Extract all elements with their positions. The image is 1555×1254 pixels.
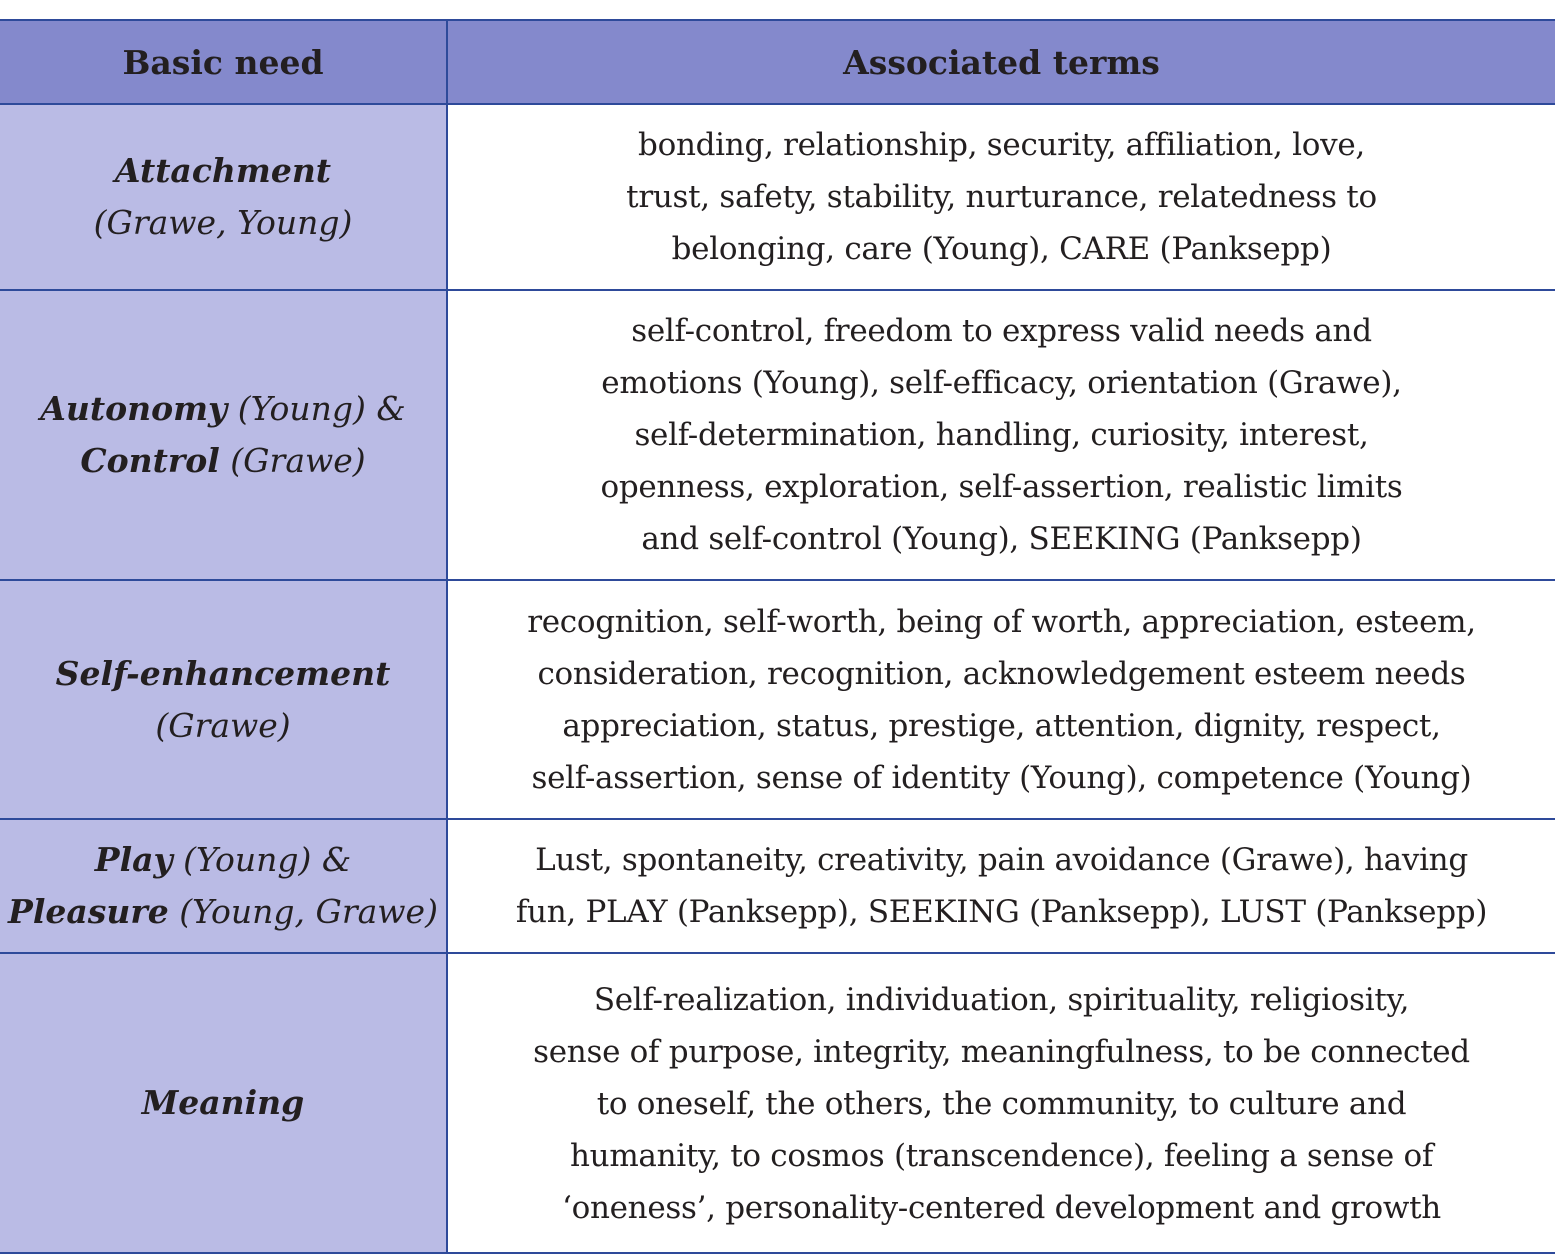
- need-source: (Young) &: [227, 389, 406, 428]
- terms-line: trust, safety, stability, nurturance, relatedness to: [626, 179, 1377, 215]
- associated-terms-cell: [447, 290, 1555, 580]
- table-row: [0, 819, 1555, 953]
- table-header-row: [0, 20, 1555, 104]
- need-source: (Grawe): [155, 705, 291, 745]
- basic-needs-table-container: [0, 19, 1555, 1254]
- table-row: [0, 953, 1555, 1253]
- basic-need-cell: [0, 953, 447, 1253]
- terms-line: Self-realization, individuation, spirituality, religiosity,: [593, 982, 1410, 1018]
- terms-line: bonding, relationship, security, affiliation, love,: [638, 127, 1365, 163]
- terms-line: ‘oneness’, personality-centered development and growth: [562, 1190, 1441, 1226]
- basic-need-cell: [0, 819, 447, 953]
- need-source: (Grawe, Young): [93, 203, 353, 242]
- basic-need-cell: [0, 580, 447, 819]
- need-name: Autonomy: [40, 389, 228, 428]
- basic-need-cell: [0, 104, 447, 290]
- terms-line: sense of purpose, integrity, meaningfulness, to be connected: [533, 1034, 1470, 1070]
- terms-line: openness, exploration, self-assertion, realistic limits: [600, 469, 1403, 505]
- basic-need-cell: [0, 290, 447, 580]
- need-name: Meaning: [141, 1083, 305, 1122]
- need-name: Attachment: [114, 151, 332, 190]
- need-source: (Grawe): [219, 441, 366, 480]
- associated-terms-cell: [447, 580, 1555, 819]
- need-name: Control: [80, 441, 220, 480]
- associated-terms-cell: [447, 953, 1555, 1253]
- terms-line: consideration, recognition, acknowledgement esteem needs: [537, 655, 1466, 692]
- terms-line: recognition, self-worth, being of worth, appreciation, esteem,: [527, 603, 1476, 640]
- need-name: Play: [94, 840, 173, 879]
- basic-needs-table: [0, 19, 1555, 1254]
- terms-line: Lust, spontaneity, creativity, pain avoidance (Grawe), having: [535, 842, 1468, 878]
- terms-line: emotions (Young), self-efficacy, orientation (Grawe),: [601, 365, 1402, 401]
- table-row: [0, 104, 1555, 290]
- terms-line: to oneself, the others, the community, to culture and: [596, 1086, 1407, 1122]
- associated-terms-cell: [447, 819, 1555, 953]
- terms-line: self-assertion, sense of identity (Young), competence (Young): [531, 759, 1472, 796]
- table-row: [0, 580, 1555, 819]
- need-name: Self-enhancement: [55, 653, 391, 693]
- need-name: Pleasure: [8, 892, 169, 931]
- need-source: (Young, Grawe): [168, 892, 438, 931]
- terms-line: and self-control (Young), SEEKING (Panksepp): [641, 521, 1362, 557]
- terms-line: fun, PLAY (Panksepp), SEEKING (Panksepp), LUST (Panksepp): [515, 894, 1488, 930]
- terms-line: self-control, freedom to express valid needs and: [631, 313, 1372, 349]
- column-header-associated-terms: Associated terms: [447, 20, 1555, 104]
- terms-line: appreciation, status, prestige, attention, dignity, respect,: [562, 707, 1441, 744]
- column-header-basic-need: Basic need: [0, 20, 447, 104]
- associated-terms-cell: [447, 104, 1555, 290]
- need-source: (Young) &: [172, 840, 352, 879]
- terms-line: belonging, care (Young), CARE (Panksepp): [671, 231, 1332, 267]
- terms-line: self-determination, handling, curiosity, interest,: [634, 417, 1369, 453]
- terms-line: humanity, to cosmos (transcendence), feeling a sense of: [569, 1138, 1433, 1174]
- table-row: [0, 290, 1555, 580]
